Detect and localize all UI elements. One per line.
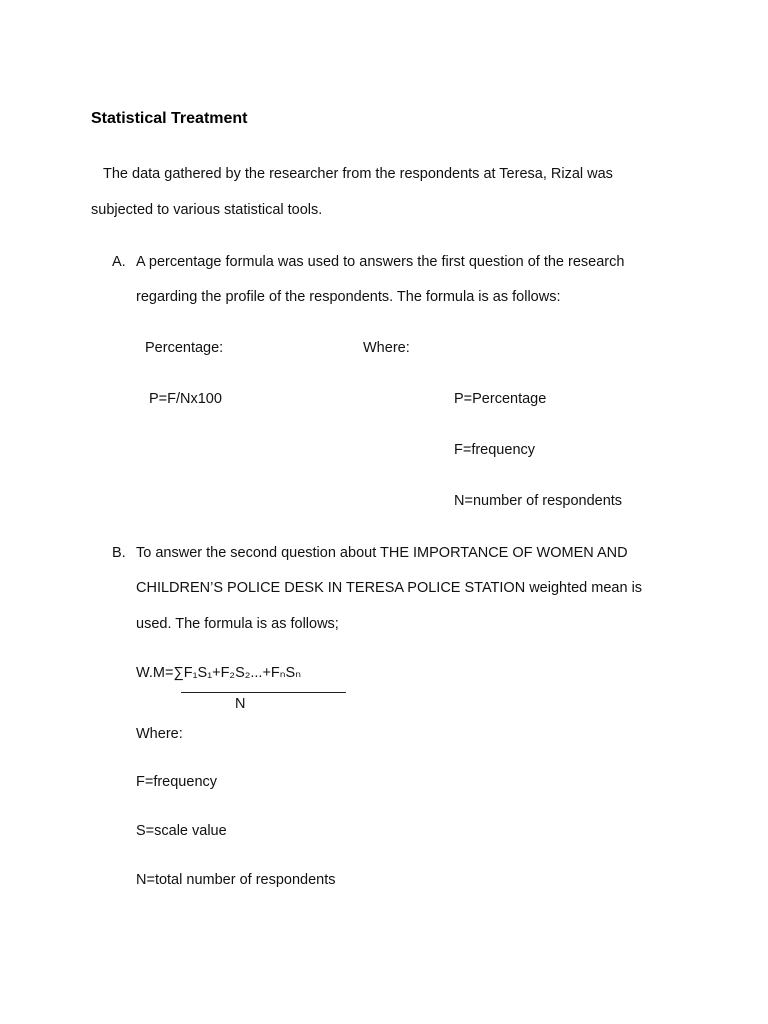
item-b-line-2: CHILDREN’S POLICE DESK IN TERESA POLICE STATION weighted mean is bbox=[136, 580, 643, 596]
item-b-marker: B. bbox=[112, 545, 126, 561]
item-b-definition: N=total number of respondents bbox=[136, 872, 336, 888]
item-a-definition: F=frequency bbox=[454, 442, 536, 458]
item-a-definition: N=number of respondents bbox=[454, 493, 623, 509]
percentage-formula: P=F/Nx100 bbox=[149, 391, 222, 407]
item-b-line-1: To answer the second question about THE IMPORTANCE OF WOMEN AND bbox=[136, 545, 628, 561]
fraction-bar bbox=[181, 692, 346, 693]
item-a-line-1: A percentage formula was used to answers the first question of the research bbox=[136, 254, 625, 270]
percentage-label: Percentage: bbox=[145, 340, 224, 356]
item-a-definition: P=Percentage bbox=[454, 391, 547, 407]
item-b-line-3: used. The formula is as follows; bbox=[136, 616, 339, 632]
item-b-where-label: Where: bbox=[136, 726, 183, 742]
intro-line-2: subjected to various statistical tools. bbox=[91, 202, 323, 218]
item-a-marker: A. bbox=[112, 254, 126, 270]
section-heading: Statistical Treatment bbox=[91, 110, 248, 127]
item-b-definition: S=scale value bbox=[136, 823, 227, 839]
item-b-definition: F=frequency bbox=[136, 774, 218, 790]
weighted-mean-numerator: W.M=∑F₁S₁+F₂S₂...+FₙSₙ bbox=[136, 665, 302, 681]
weighted-mean-denominator: N bbox=[235, 696, 246, 712]
intro-line-1: The data gathered by the researcher from the respondents at Teresa, Rizal was bbox=[103, 166, 613, 182]
item-a-line-2: regarding the profile of the respondents. The formula is as follows: bbox=[136, 289, 561, 305]
item-a-where-label: Where: bbox=[363, 340, 410, 356]
